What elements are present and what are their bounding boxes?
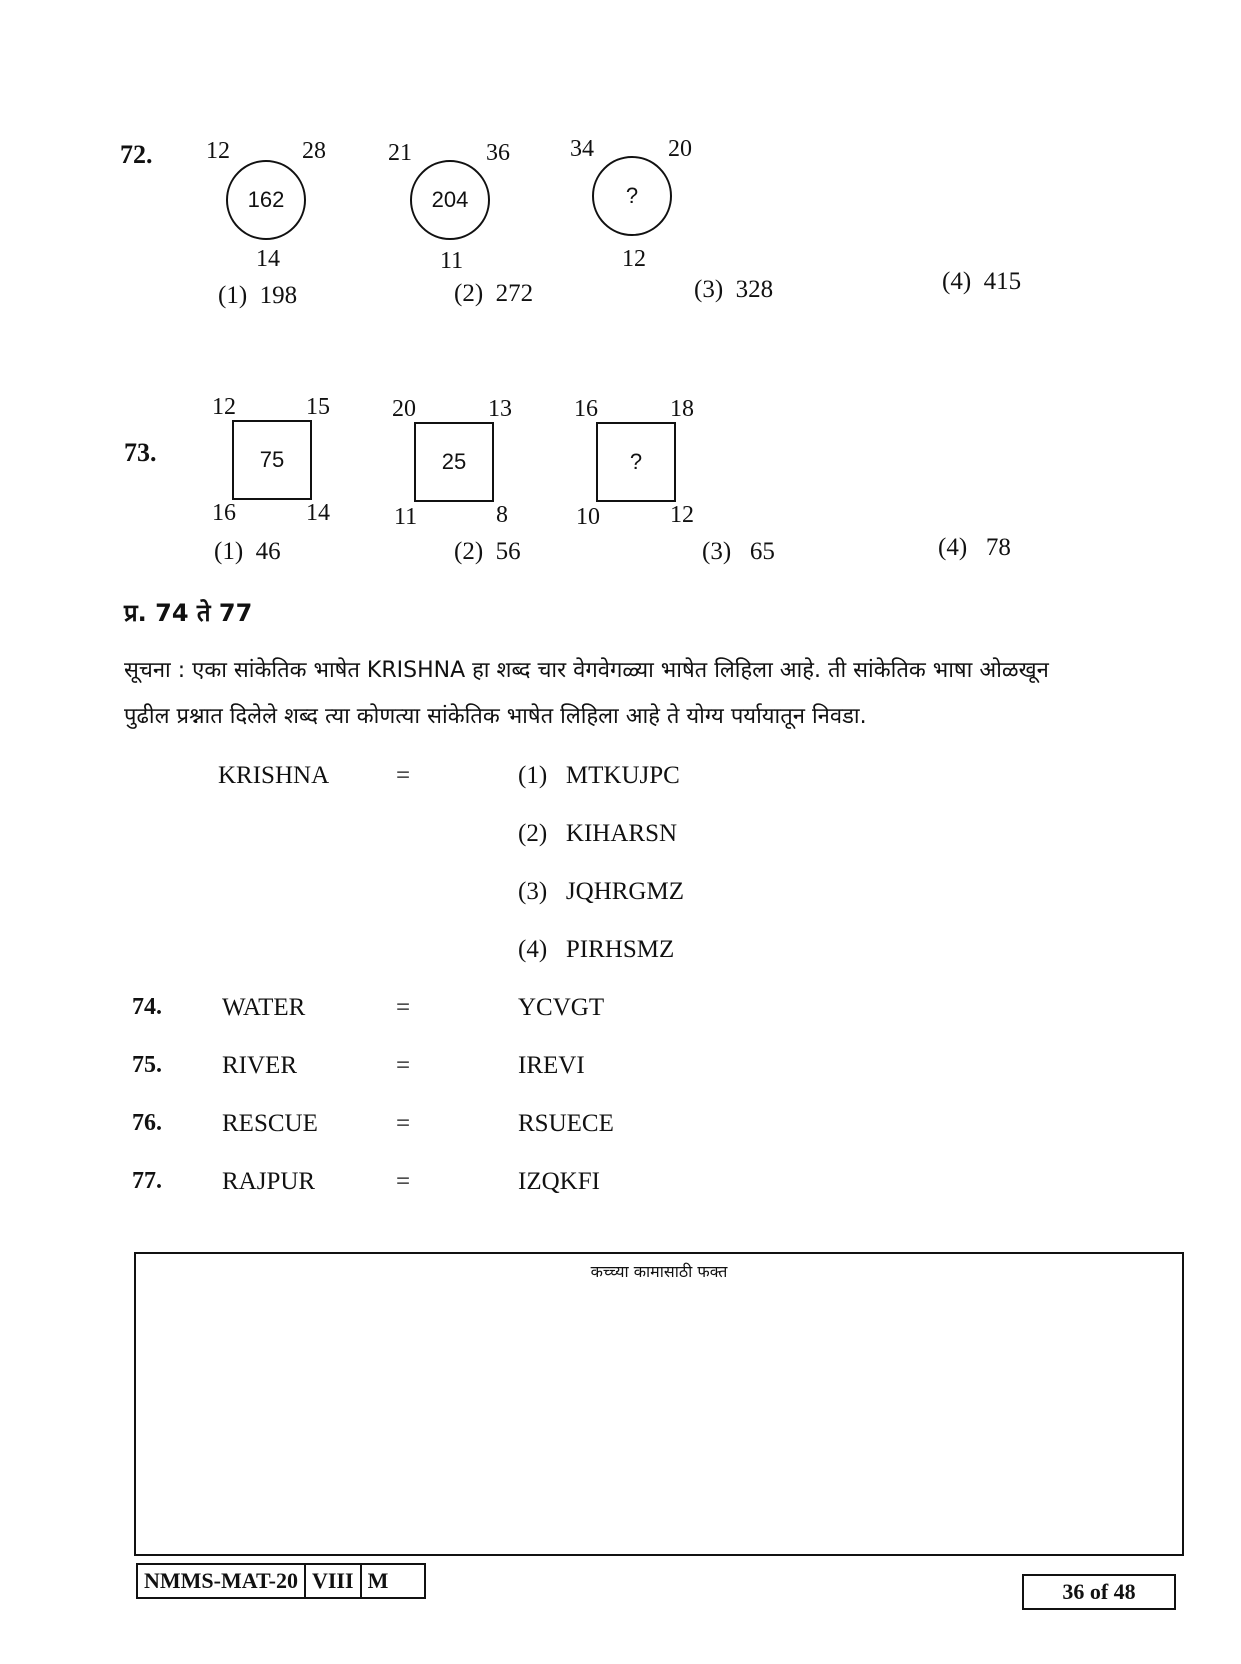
figure-top-right-number: 28 bbox=[302, 138, 326, 164]
figure-bottom-right-number: 8 bbox=[496, 502, 508, 528]
figure-center-number: 162 bbox=[247, 187, 285, 212]
rough-work-box bbox=[134, 1252, 1184, 1556]
instruction-line-1: सूचना : एका सांकेतिक भाषेत KRISHNA हा शब्द चार वेगवेगळ्या भाषेत लिहिला आहे. ती सांकेतिक भाषा ओळखून bbox=[124, 658, 1049, 683]
option-label: (1) bbox=[218, 282, 248, 309]
section-heading: प्र. 74 ते 77 bbox=[124, 599, 253, 627]
figure-center-number: 25 bbox=[441, 449, 467, 474]
question-number-72: 72. bbox=[120, 140, 153, 169]
q72-option-1[interactable] bbox=[218, 282, 297, 310]
question-number-73: 73. bbox=[124, 438, 157, 467]
figure-bottom-right-number: 12 bbox=[670, 502, 694, 528]
paper-code: NMMS-MAT-20 bbox=[138, 1565, 306, 1597]
figure-bottom-number: 11 bbox=[440, 248, 464, 274]
figure-circle bbox=[410, 160, 490, 240]
q73-option-2[interactable] bbox=[454, 538, 521, 566]
question-equals: = bbox=[396, 994, 411, 1021]
figure-top-left-number: 12 bbox=[212, 394, 236, 420]
code-label: (1) bbox=[518, 762, 548, 789]
figure-bottom-left-number: 11 bbox=[394, 504, 418, 530]
question-code: RSUECE bbox=[518, 1110, 614, 1137]
instruction-line-2: पुढील प्रश्नात दिलेले शब्द त्या कोणत्या सांकेतिक भाषेत लिहिला आहे ते योग्य पर्यायातून निवडा. bbox=[124, 704, 867, 729]
page-number: 36 of 48 bbox=[1062, 1579, 1136, 1604]
q72-option-2[interactable] bbox=[454, 280, 533, 308]
question-code: IZQKFI bbox=[518, 1168, 600, 1195]
figure-top-left-number: 20 bbox=[392, 396, 416, 422]
code-option-4[interactable] bbox=[518, 936, 674, 964]
question-equals: = bbox=[396, 1110, 411, 1137]
question-number: 76. bbox=[132, 1110, 162, 1136]
figure-top-right-number: 15 bbox=[306, 394, 330, 420]
figure-center-number: ? bbox=[629, 449, 643, 474]
figure-top-left-number: 12 bbox=[206, 138, 230, 164]
option-label: (4) bbox=[942, 268, 972, 295]
code-value: MTKUJPC bbox=[565, 762, 680, 789]
option-label: (2) bbox=[454, 538, 484, 565]
figure-bottom-number: 14 bbox=[256, 246, 280, 272]
option-value: 78 bbox=[985, 534, 1011, 561]
figure-top-right-number: 18 bbox=[670, 396, 694, 422]
figure-center-number: 204 bbox=[431, 187, 469, 212]
q73-option-1[interactable] bbox=[214, 538, 281, 566]
option-value: 46 bbox=[255, 538, 281, 565]
q73-option-4[interactable] bbox=[938, 534, 1011, 562]
option-label: (3) bbox=[694, 276, 724, 303]
question-number: 74. bbox=[132, 994, 162, 1020]
figure-bottom-left-number: 16 bbox=[212, 500, 236, 526]
q72-option-3[interactable] bbox=[694, 276, 773, 304]
key-equals: = bbox=[396, 762, 411, 789]
figure-top-right-number: 20 bbox=[668, 136, 692, 162]
q72-option-4[interactable] bbox=[942, 268, 1021, 296]
question-word: RESCUE bbox=[222, 1110, 318, 1137]
rough-work-label: कच्च्या कामासाठी फक्त bbox=[590, 1262, 728, 1281]
q73-option-3[interactable] bbox=[702, 538, 775, 566]
option-value: 198 bbox=[259, 282, 298, 309]
code-label: (3) bbox=[518, 878, 548, 905]
question-number: 75. bbox=[132, 1052, 162, 1078]
figure-center-number: 75 bbox=[259, 447, 285, 472]
option-value: 272 bbox=[495, 280, 534, 307]
option-label: (3) bbox=[702, 538, 732, 565]
figure-top-right-number: 13 bbox=[488, 396, 512, 422]
paper-code-box bbox=[136, 1563, 426, 1599]
question-number: 77. bbox=[132, 1168, 162, 1194]
section-instruction bbox=[124, 648, 1224, 740]
figure-square bbox=[596, 422, 676, 502]
code-option-3[interactable] bbox=[518, 878, 684, 906]
key-word: KRISHNA bbox=[218, 762, 330, 789]
question-equals: = bbox=[396, 1052, 411, 1079]
code-option-2[interactable] bbox=[518, 820, 677, 848]
option-value: 65 bbox=[749, 538, 775, 565]
option-label: (1) bbox=[214, 538, 244, 565]
option-value: 56 bbox=[495, 538, 521, 565]
paper-class: VIII bbox=[306, 1565, 362, 1597]
figure-center-number: ? bbox=[625, 183, 639, 208]
question-equals: = bbox=[396, 1168, 411, 1195]
figure-bottom-right-number: 14 bbox=[306, 500, 330, 526]
question-word: RAJPUR bbox=[222, 1168, 316, 1195]
code-label: (2) bbox=[518, 820, 548, 847]
option-value: 415 bbox=[983, 268, 1022, 295]
code-value: PIRHSMZ bbox=[565, 936, 675, 963]
option-value: 328 bbox=[735, 276, 774, 303]
figure-bottom-left-number: 10 bbox=[576, 504, 600, 530]
code-value: JQHRGMZ bbox=[565, 878, 684, 905]
figure-top-left-number: 21 bbox=[388, 140, 412, 166]
question-word: WATER bbox=[222, 994, 306, 1021]
figure-top-right-number: 36 bbox=[486, 140, 510, 166]
figure-circle bbox=[592, 156, 672, 236]
code-label: (4) bbox=[518, 936, 548, 963]
figure-square bbox=[414, 422, 494, 502]
page-number-box bbox=[1022, 1574, 1176, 1610]
figure-top-left-number: 16 bbox=[574, 396, 598, 422]
code-value: KIHARSN bbox=[565, 820, 678, 847]
figure-top-left-number: 34 bbox=[570, 136, 594, 162]
question-code: IREVI bbox=[518, 1052, 585, 1079]
option-label: (4) bbox=[938, 534, 968, 561]
question-word: RIVER bbox=[222, 1052, 297, 1079]
question-code: YCVGT bbox=[518, 994, 605, 1021]
option-label: (2) bbox=[454, 280, 484, 307]
code-option-1[interactable] bbox=[518, 762, 680, 790]
figure-square bbox=[232, 420, 312, 500]
figure-circle bbox=[226, 160, 306, 240]
figure-bottom-number: 12 bbox=[622, 246, 646, 272]
paper-medium: M bbox=[367, 1568, 389, 1593]
